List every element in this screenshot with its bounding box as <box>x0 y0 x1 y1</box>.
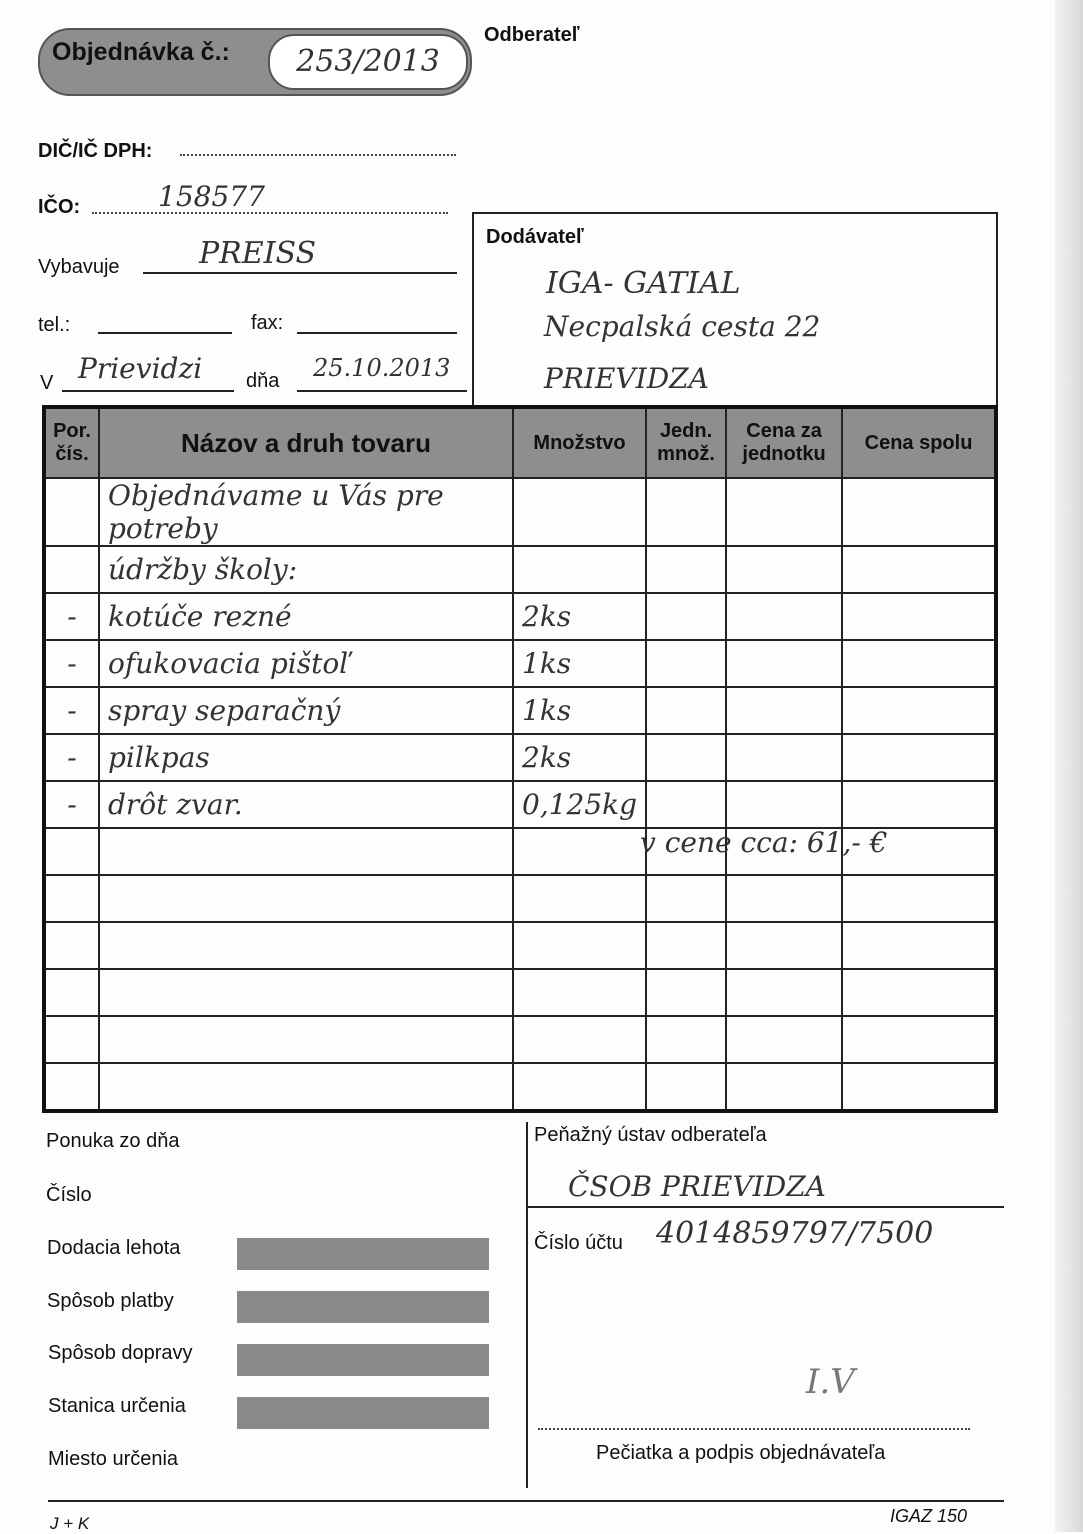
fax-field[interactable] <box>297 310 457 334</box>
cell-unit[interactable] <box>646 546 726 593</box>
cell-unit-price[interactable] <box>726 922 842 969</box>
bank-underline <box>528 1206 1004 1208</box>
cell-name[interactable]: drôt zvar. <box>99 781 513 828</box>
cell-unit[interactable] <box>646 922 726 969</box>
cell-por[interactable]: - <box>44 640 99 687</box>
cell-unit-price[interactable] <box>726 875 842 922</box>
dic-label: DIČ/IČ DPH: <box>38 140 153 162</box>
cell-por[interactable]: - <box>44 687 99 734</box>
cell-unit[interactable] <box>646 875 726 922</box>
cell-total[interactable] <box>842 734 996 781</box>
cell-unit-price[interactable] <box>726 1016 842 1063</box>
offer-date-label: Ponuka zo dňa <box>46 1130 180 1152</box>
delivery-label: Dodacia lehota <box>47 1237 181 1259</box>
station-field[interactable] <box>237 1397 489 1429</box>
table-row <box>44 640 996 687</box>
publisher-mark: J + K <box>50 1514 90 1533</box>
cell-total[interactable] <box>842 969 996 1016</box>
table-row <box>44 922 996 969</box>
supplier-street[interactable]: Necpalská cesta 22 <box>544 310 821 343</box>
cell-unit-price[interactable] <box>726 546 842 593</box>
order-number-label: Objednávka č.: <box>52 38 230 66</box>
station-label: Stanica určenia <box>48 1395 186 1417</box>
signature-mark: I.V <box>806 1362 855 1402</box>
signature-line[interactable] <box>538 1426 970 1430</box>
cell-unit-price[interactable] <box>726 969 842 1016</box>
cell-qty[interactable]: 2ks <box>513 593 646 640</box>
fax-label: fax: <box>251 312 284 334</box>
col-header-unit: Jedn. množ. <box>646 407 726 478</box>
cell-total[interactable] <box>842 1016 996 1063</box>
table-row <box>44 1016 996 1063</box>
cell-name[interactable] <box>99 922 513 969</box>
ico-label: IČO: <box>38 196 81 218</box>
cell-total[interactable] <box>842 546 996 593</box>
cell-qty[interactable]: 1ks <box>513 640 646 687</box>
col-header-unit-price: Cena za jednotku <box>726 407 842 478</box>
price-note[interactable]: v cene cca: 61,- € <box>640 826 888 859</box>
order-number-value[interactable]: 253/2013 <box>268 34 468 90</box>
cell-qty[interactable] <box>513 969 646 1016</box>
ico-field[interactable] <box>92 180 448 214</box>
page-edge-shadow <box>1055 0 1083 1532</box>
table-row <box>44 969 996 1016</box>
number-label: Číslo <box>46 1184 92 1206</box>
table-body <box>44 478 996 1111</box>
cell-unit-price[interactable] <box>726 593 842 640</box>
cell-por[interactable] <box>44 1016 99 1063</box>
tel-field[interactable] <box>98 310 232 334</box>
date-field[interactable] <box>297 352 467 392</box>
supplier-name[interactable]: IGA- GATIAL <box>546 266 741 301</box>
cell-por[interactable] <box>44 478 99 546</box>
transport-field[interactable] <box>237 1344 489 1376</box>
cell-qty[interactable] <box>513 828 646 875</box>
cell-qty[interactable]: 0,125kg <box>513 781 646 828</box>
table-row <box>44 687 996 734</box>
supplier-box <box>472 212 998 410</box>
bank-value[interactable]: ČSOB PRIEVIDZA <box>568 1170 826 1203</box>
cell-total[interactable] <box>842 922 996 969</box>
cell-unit[interactable] <box>646 1063 726 1111</box>
cell-total[interactable] <box>842 781 996 828</box>
table-row <box>44 478 996 546</box>
cell-por[interactable] <box>44 922 99 969</box>
supplier-city[interactable]: PRIEVIDZA <box>544 362 709 395</box>
transport-label: Spôsob dopravy <box>48 1342 193 1364</box>
cell-qty[interactable] <box>513 546 646 593</box>
cell-qty[interactable] <box>513 1016 646 1063</box>
cell-name[interactable] <box>99 828 513 875</box>
cell-name[interactable]: kotúče rezné <box>99 593 513 640</box>
cell-name[interactable] <box>99 969 513 1016</box>
bottom-rule <box>48 1500 1004 1502</box>
cell-unit-price[interactable] <box>726 781 842 828</box>
customer-section-label: Odberateľ <box>484 24 580 46</box>
tel-label: tel.: <box>38 314 71 336</box>
stamp-label: Pečiatka a podpis objednávateľa <box>596 1442 886 1464</box>
place-value: Prievidzi <box>78 352 203 385</box>
col-header-total: Cena spolu <box>842 407 996 478</box>
cell-total[interactable] <box>842 687 996 734</box>
account-value[interactable]: 4014859797/7500 <box>656 1216 934 1251</box>
cell-por[interactable] <box>44 875 99 922</box>
col-header-por: Por. čís. <box>44 407 99 478</box>
cell-name[interactable]: pilkpas <box>99 734 513 781</box>
date-label: dňa <box>246 370 280 392</box>
cell-unit[interactable] <box>646 593 726 640</box>
cell-name[interactable] <box>99 875 513 922</box>
supplier-label: Dodávateľ <box>486 226 584 248</box>
cell-total[interactable] <box>842 593 996 640</box>
col-header-qty: Množstvo <box>513 407 646 478</box>
destination-label: Miesto určenia <box>48 1448 179 1470</box>
form-code: IGAZ 150 <box>890 1506 968 1526</box>
items-table <box>42 405 998 1113</box>
cell-name[interactable]: Objednávame u Vás pre potreby <box>99 478 513 546</box>
cell-por[interactable] <box>44 969 99 1016</box>
cell-name[interactable]: spray separačný <box>99 687 513 734</box>
cell-unit[interactable] <box>646 1016 726 1063</box>
cell-name[interactable] <box>99 1016 513 1063</box>
footer-divider <box>526 1122 528 1488</box>
table-row <box>44 1063 996 1111</box>
cell-por[interactable] <box>44 1063 99 1111</box>
payment-label: Spôsob platby <box>47 1290 174 1312</box>
cell-unit-price[interactable] <box>726 478 842 546</box>
cell-qty[interactable] <box>513 922 646 969</box>
cell-total[interactable] <box>842 478 996 546</box>
place-label: V <box>40 372 54 394</box>
cell-total[interactable] <box>842 640 996 687</box>
cell-total[interactable] <box>842 875 996 922</box>
cell-por[interactable]: - <box>44 781 99 828</box>
vybavuje-label: Vybavuje <box>38 256 120 278</box>
cell-qty[interactable]: 2ks <box>513 734 646 781</box>
cell-unit[interactable] <box>646 687 726 734</box>
cell-por[interactable] <box>44 546 99 593</box>
account-label: Číslo účtu <box>534 1232 623 1254</box>
table-row <box>44 593 996 640</box>
cell-name[interactable]: ofukovacia pištoľ <box>99 640 513 687</box>
cell-unit-price[interactable] <box>726 1063 842 1111</box>
table-header-row <box>44 407 996 478</box>
table-row <box>44 546 996 593</box>
table-row <box>44 875 996 922</box>
date-value: 25.10.2013 <box>313 354 451 382</box>
payment-field[interactable] <box>237 1291 489 1323</box>
vybavuje-field[interactable] <box>143 236 457 274</box>
cell-qty[interactable] <box>513 478 646 546</box>
vybavuje-value: PREISS <box>199 236 317 271</box>
place-field[interactable] <box>62 352 234 392</box>
bank-label: Peňažný ústav odberateľa <box>534 1124 767 1146</box>
table-row <box>44 734 996 781</box>
cell-por[interactable] <box>44 828 99 875</box>
cell-por[interactable]: - <box>44 734 99 781</box>
table-row <box>44 781 996 828</box>
cell-unit[interactable] <box>646 478 726 546</box>
ico-value: 158577 <box>158 180 265 213</box>
cell-unit[interactable] <box>646 781 726 828</box>
cell-qty[interactable]: 1ks <box>513 687 646 734</box>
cell-unit[interactable] <box>646 640 726 687</box>
cell-name[interactable]: údržby školy: <box>99 546 513 593</box>
cell-unit-price[interactable] <box>726 640 842 687</box>
cell-por[interactable]: - <box>44 593 99 640</box>
delivery-field[interactable] <box>237 1238 489 1270</box>
cell-total[interactable] <box>842 1063 996 1111</box>
dic-field[interactable] <box>180 134 456 156</box>
cell-qty[interactable] <box>513 1063 646 1111</box>
cell-name[interactable] <box>99 1063 513 1111</box>
cell-qty[interactable] <box>513 875 646 922</box>
cell-unit-price[interactable] <box>726 687 842 734</box>
cell-unit[interactable] <box>646 734 726 781</box>
cell-unit-price[interactable] <box>726 734 842 781</box>
cell-unit[interactable] <box>646 969 726 1016</box>
col-header-name: Názov a druh tovaru <box>99 407 513 478</box>
